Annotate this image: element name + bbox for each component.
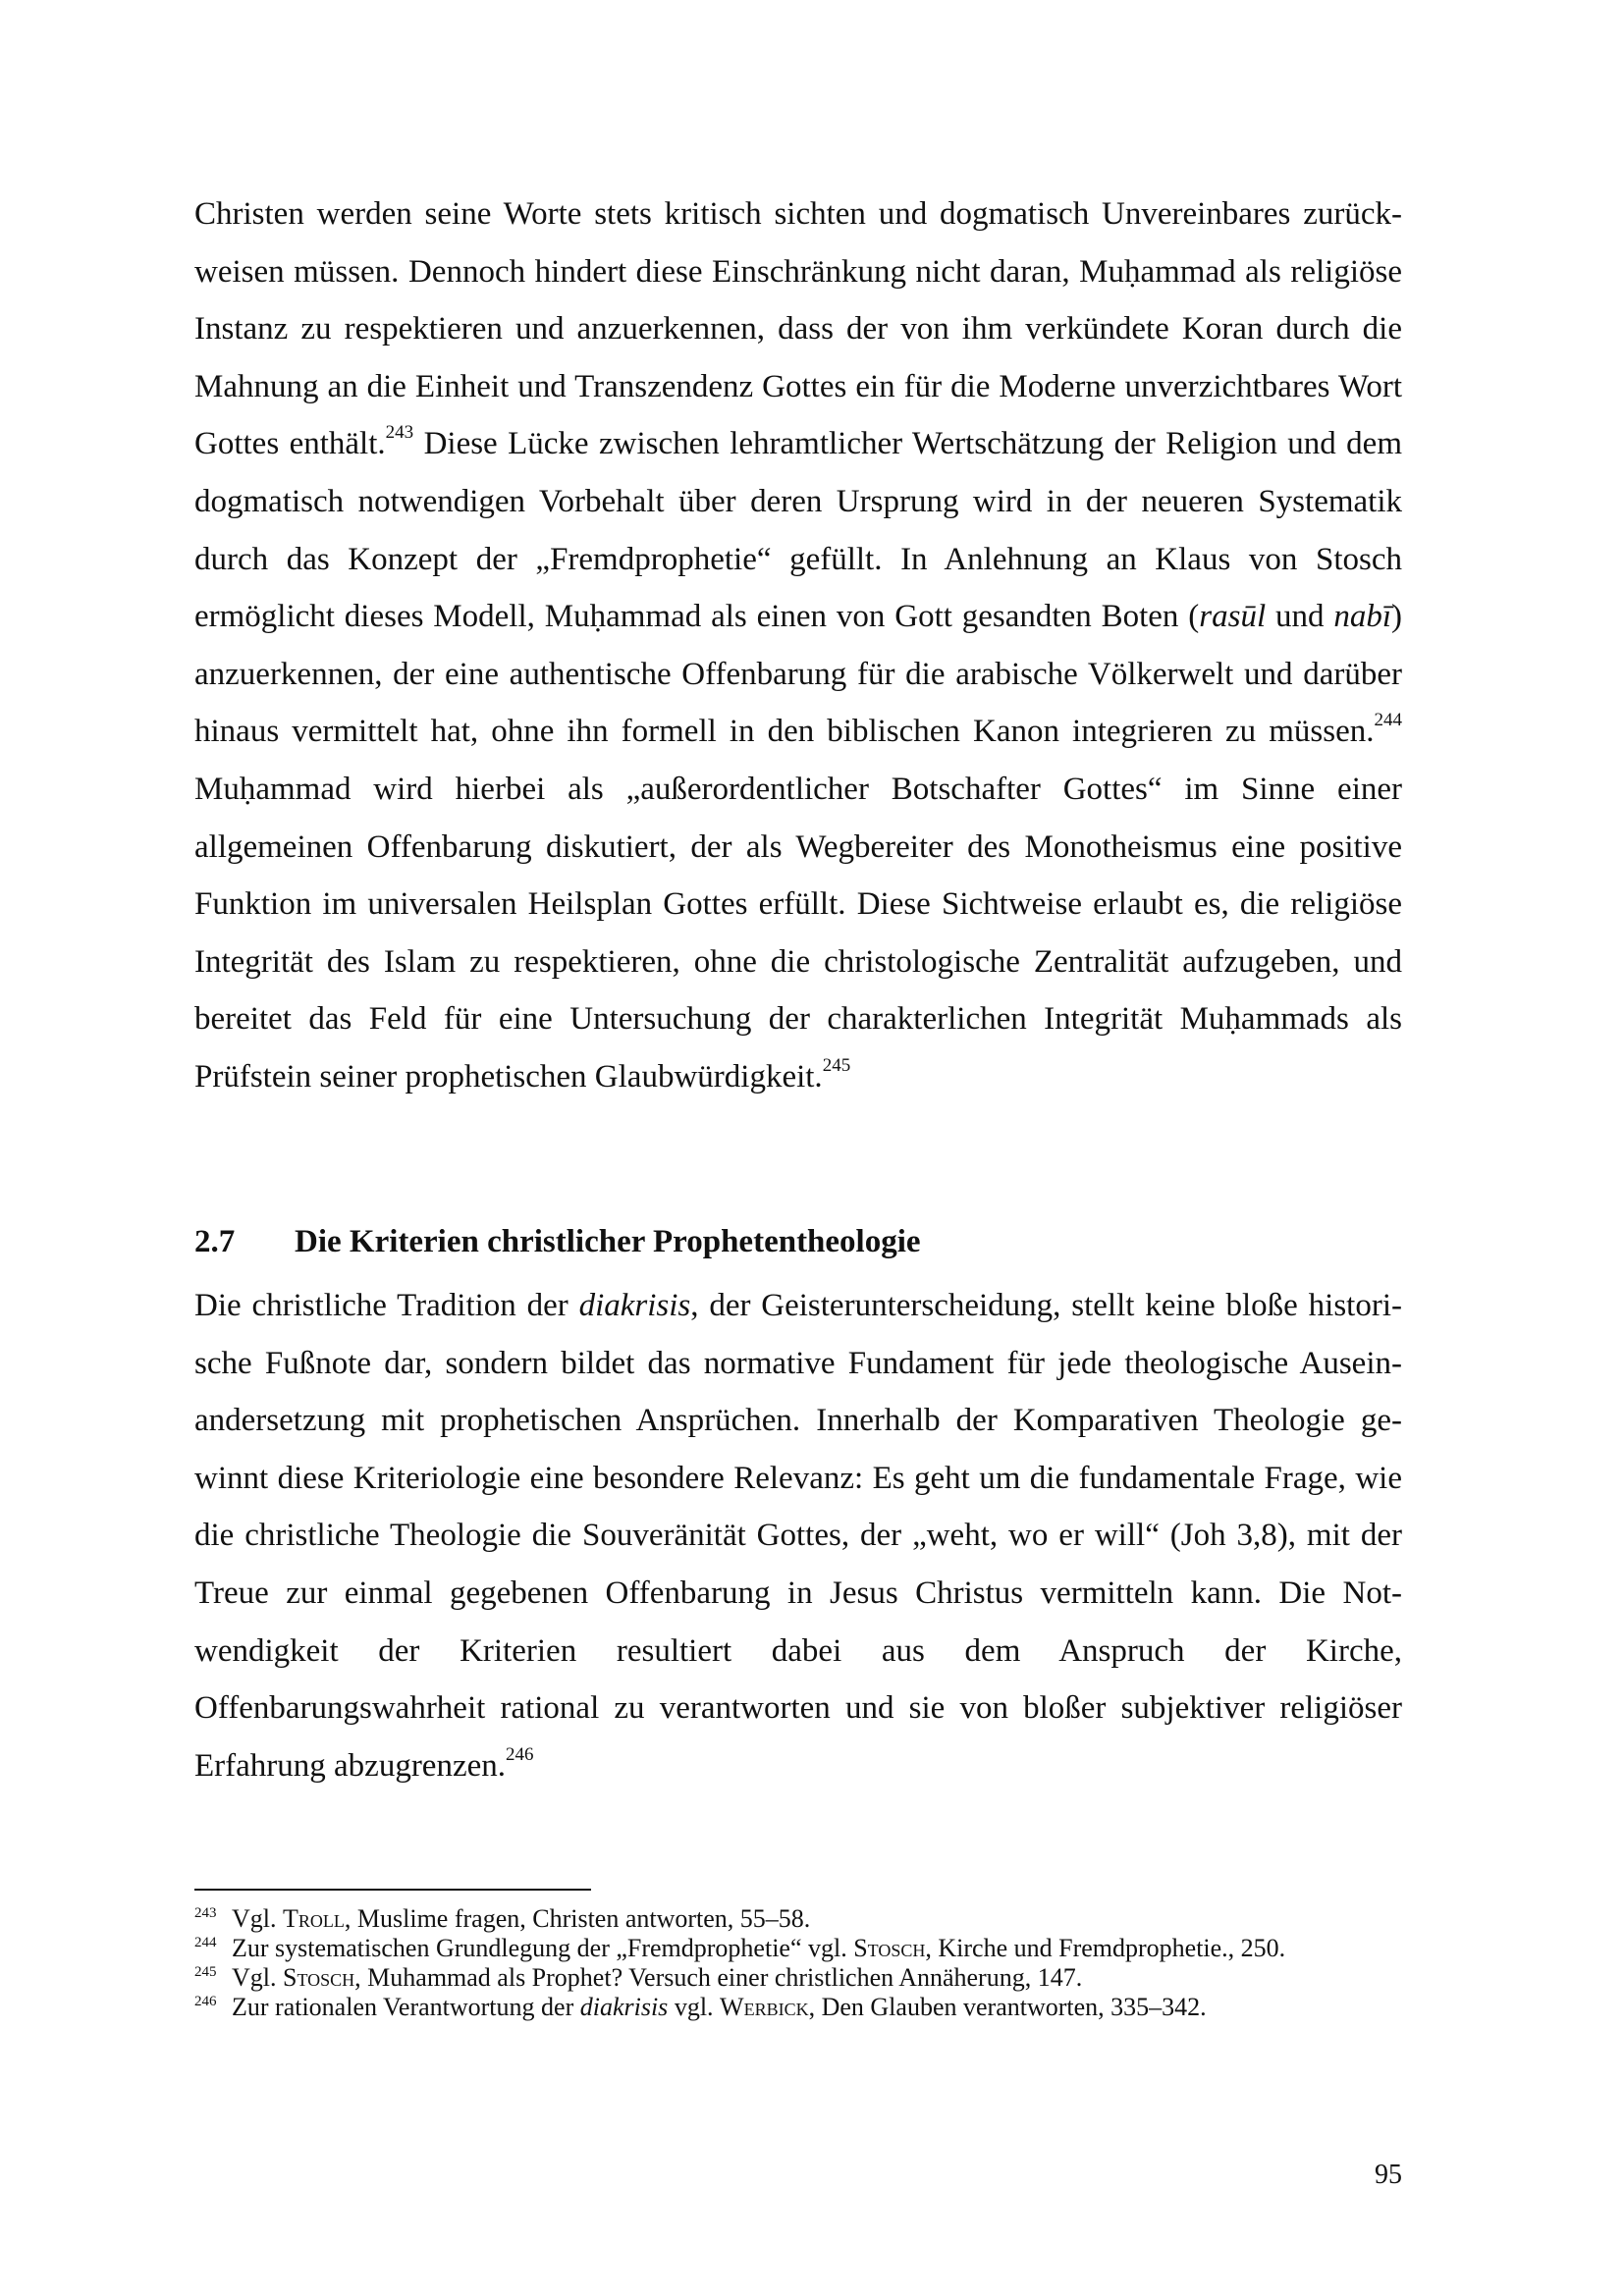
footnote-text: , Muslime fragen, Christen antworten, 55–58.	[344, 1904, 811, 1933]
footnote-separator	[194, 1889, 591, 1891]
paragraph-text: Die christliche Tradition der	[194, 1288, 579, 1323]
footnote-item: 244 Zur systematischen Grundlegung der „Fremdprophetie“ vgl. Stosch, Kirche und Fremdprophetie., 250.	[194, 1934, 1286, 1962]
paragraph-text: und	[1266, 599, 1334, 635]
term-diakrisis: diakrisis	[578, 1288, 691, 1323]
footnote-item: 243 Vgl. Troll, Muslime fragen, Christen antworten, 55–58.	[194, 1904, 811, 1933]
footnote-marker-244: 244	[1374, 710, 1402, 731]
paragraph-text: ) anzuerkennen, der eine authentische Offenbarung für die arabische Völkerwelt und darüber hinaus vermittelt hat, ohne ihn formell in den biblischen Kanon integrieren zu müssen.	[194, 599, 1403, 750]
section-heading	[194, 1222, 921, 1261]
page-number: 95	[1375, 2160, 1402, 2190]
footnote-author: Werbick	[720, 1993, 809, 2021]
paragraph-text: , der Geisterunterscheidung, stellt keine bloße historische Fußnote dar, sondern bildet das normative Fundament für jede theologische Auseinandersetzung mit prophetischen Ansprüchen. Innerhalb der Komparativen Theologie gewinnt diese Kriteriologie eine besondere Relevanz: Es geht um die fundamentale Frage, wie die christliche Theologie die Souveränität Gottes, der „weht, wo er will“ (Joh 3,8), mit der Treue zur einmal gegebenen Offenbarung in Jesus Christus vermitteln kann. Die Notwendigkeit der Kriterien resultiert dabei aus dem Anspruch der Kirche, Offenbarungswahrheit rational zu verantworten und sie von bloßer subjektiver religiöser Erfahrung abzugrenzen.	[194, 1288, 1402, 1784]
section-number: 2.7	[194, 1224, 236, 1259]
footnote-text: vgl.	[668, 1993, 721, 2021]
section-title: Die Kriterien christlicher Prophetentheologie	[295, 1224, 921, 1259]
term-nabi: nabī	[1333, 599, 1392, 635]
paragraph-text: Christen werden seine Worte stets kritisch sichten und dogmatisch Unvereinbares zurückweisen müssen. Dennoch hindert diese Einschränkung nicht daran, Muḥammad als religiöse Instanz zu respektieren und anzuerkennen, dass der von ihm verkündete Koran durch die Mahnung an die Einheit und Transzendenz Gottes ein für die Moderne unverzichtbares Wort Gottes enthält.	[194, 196, 1402, 462]
paragraph-text: Muḥammad wird hierbei als „außerordentlicher Botschafter Gottes“ im Sinne einer allgemeinen Offenbarung diskutiert, der als Wegbereiter des Monotheismus eine positive Funktion im universalen Heilsplan Gottes erfüllt. Diese Sichtweise erlaubt es, die religiöse Integrität des Islam zu respektieren, ohne die christologische Zentralität aufzugeben, und bereitet das Feld für eine Untersuchung der charakterlichen Integrität Muḥammads als Prüfstein seiner prophetischen Glaubwürdigkeit.	[194, 771, 1402, 1095]
footnote-term-diakrisis: diakrisis	[579, 1993, 669, 2021]
footnote-item: 245 Vgl. Stosch, Muhammad als Prophet? Versuch einer christlichen Annäherung, 147.	[194, 1963, 1083, 1992]
footnote-text: Zur systematischen Grundlegung der „Fremdprophetie“ vgl.	[232, 1934, 854, 1962]
footnote-marker-243: 243	[385, 422, 414, 444]
footnote-text: , Den Glauben verantworten, 335–342.	[808, 1993, 1207, 2021]
term-rasul: rasūl	[1199, 599, 1267, 635]
footnote-list	[194, 1904, 1402, 2022]
footnote-text: Zur rationalen Verantwortung der	[232, 1993, 580, 2021]
footnote-text: , Muhammad als Prophet? Versuch einer christlichen Annäherung, 147.	[354, 1963, 1083, 1992]
footnote-text: , Kirche und Fremdprophetie., 250.	[925, 1934, 1286, 1962]
footnote-marker-246: 246	[506, 1743, 534, 1765]
body-paragraph-2	[194, 1277, 1402, 1794]
footnote-text: Vgl.	[232, 1963, 283, 1992]
footnote-author: Stosch	[283, 1963, 355, 1992]
footnote-author: Troll	[283, 1904, 345, 1933]
footnote-author: Stosch	[853, 1934, 926, 1962]
paragraph-text: Diese Lücke zwischen lehramtlicher Wertschätzung der Religion und dem dogmatisch notwendigen Vorbehalt über deren Ursprung wird in der neueren Systematik durch das Konzept der „Fremdprophetie“ gefüllt. In Anlehnung an Klaus von Stosch ermöglicht dieses Modell, Muḥammad als einen von Gott gesandten Boten (	[194, 426, 1402, 635]
footnote-item: 246 Zur rationalen Verantwortung der diakrisis vgl. Werbick, Den Glauben verantworten, 335–342.	[194, 1993, 1207, 2021]
body-paragraph-1	[194, 186, 1402, 1106]
footnote-text: Vgl.	[232, 1904, 283, 1933]
footnote-marker-245: 245	[822, 1054, 851, 1076]
